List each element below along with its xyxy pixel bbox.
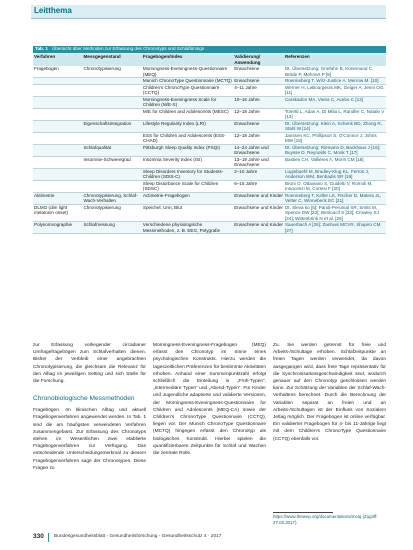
table-row [33, 192, 386, 204]
table-row [33, 156, 386, 168]
cell-validation: 14–24 Jahre und Erwachsene [233, 144, 284, 156]
table-row [33, 144, 386, 156]
cell-references: Dt. Übersetzung: Griefahn B, Künemund C, Bröde P, Mehnert P [9] [284, 66, 386, 78]
cell-subject: Chronotypisierung, Schlaf-Wach-Verhalten [82, 192, 141, 204]
body-column-3 [273, 342, 386, 443]
cell-validation: 6–15 Jahre [233, 180, 284, 192]
cell-validation: 12–18 Jahre [233, 132, 284, 144]
body-paragraph: Zu. Sie werden getrennt für freie und Arbeits-/Schultage erhoben. Schlafzeitpunkte an freien Tagen werden verwendet, da davon ausgegangen wird, dass freie Tage repräsentativ für die Synchronisationsgeschwindigkeit sind, wodurch genauer auf den Chronotyp geschlossen werden kann. Zur Schätzung der Variablen der Schlaf-Wach-Verhaltens berechnet. Durch die Berechnung der Variablen separat an freien und an Arbeits-/Schultagen ist der Einfluss von Sozialem Jetlag möglich. Der Fragebogen ist online verfügbar. Ein validierter Fragebogen für 4- bis 11-Jährige liegt mit dem Children's ChronoType Questionnaire (CCTQ) ebenfalls vor. [273, 343, 386, 442]
cell-references: Luginbuehl M, Bradley-Klug KL, Ferron J, Anderson WM, Benbadis SR [19] [284, 168, 386, 180]
section-header [31, 5, 386, 19]
cell-references: Dt. Sleva ko [5]; Pandi-Perumal SR, Smits M, Spence DW [22]; Benloucif S [23]; Crowley SJ [24]; Wittenbrink N et al. [25] [284, 204, 386, 222]
cell-method [33, 180, 82, 192]
section-label: Leitthema [34, 6, 72, 15]
table-row [33, 222, 386, 234]
table-caption-number: Tab. 1 [35, 46, 48, 51]
cell-questionnaire: ESS for Children and Adolescents (ESS-CHAD) [142, 132, 233, 144]
col-header-questionnaire: Fragebogen/Index [142, 54, 233, 66]
body-paragraph: zur Erfassung vorliegender circadianer Umfragefragebögen zum Schlafverhalten dienen. Bisher der Verbleib einer angebrachten Chronotypisierung, die gleichsam die Relevanz für den Alltag im jeweiligen Setting und sich Stelle für die Forschung. [33, 343, 146, 385]
body-column-2 [153, 342, 266, 457]
cell-method [33, 120, 82, 132]
cell-questionnaire: Lifestyle Regularity Index (LRI) [142, 120, 233, 132]
cell-validation: 13–19 Jahre und Erwachsene [233, 156, 284, 168]
cell-subject [82, 168, 141, 180]
col-header-references: Referenzen [284, 54, 386, 66]
cell-references: Roenneberg T, Wirz-Justice A, Merrow M. [10] [284, 78, 386, 85]
table-caption [33, 46, 386, 53]
cell-validation: Erwachsene und Kinder [233, 192, 284, 204]
cell-method [33, 156, 82, 168]
cell-method [33, 84, 82, 96]
table-row [33, 66, 386, 78]
footnote: https://www.thewep.org/documentations/mctq (Zugriff: 27.03.2017). [273, 514, 378, 525]
table-row [33, 168, 386, 180]
cell-subject: Eigenschaftsintegration [82, 120, 141, 132]
cell-questionnaire: Sleep Disorders Inventory for Students-Children (SDIS-C) [142, 168, 233, 180]
cell-questionnaire: Pittsburgh Sleep Quality Index (PSQI) [142, 144, 233, 156]
cell-subject [82, 132, 141, 144]
cell-references: Werner H, LeBourgeois MK, Geiger A, Jenni OG. [11] [284, 84, 385, 95]
col-header-validation: Validierung/ Anwendung [233, 54, 284, 66]
cell-subject: Chronotypisierung [82, 204, 141, 222]
cell-validation: 4–11 Jahre [233, 84, 284, 96]
page-footer [0, 531, 413, 545]
table-row [33, 120, 386, 132]
table-row [33, 108, 386, 120]
cell-subject [82, 108, 141, 120]
table-row [33, 96, 386, 108]
cell-references: Dt. Übersetzung: Klein A, Schenk BD, Zhong R, Stahl W [14] [284, 120, 386, 132]
cell-method: Aktimetrie [33, 192, 82, 204]
cell-references: Bruni O, Ottaviano S, Guidetti V, Romoli M, Innocenzi M, Cortesi F [20] [284, 180, 386, 192]
cell-references: Carskadon MA, Vieira C, Acebo C [13] [284, 96, 386, 108]
cell-references: Tonetti L, Adan A, Di Milia L, Randler C, Natale V [13] [284, 108, 385, 119]
cell-validation: 10–16 Jahre [233, 96, 284, 108]
cell-questionnaire: Verschiedene physiologische Messmethoden, z. B. EEG, Polygrafie [142, 222, 233, 234]
cell-method [33, 96, 82, 108]
cell-references: Dt. Übersetzung: Riemann D, Backhaus J [16]; Buysse D, Reynolds C, Monk T [17] [284, 144, 386, 156]
cell-subject: Insomnie-Schweregrad [82, 156, 141, 168]
cell-validation: Erwachsene und Kinder [233, 222, 284, 234]
body-column-1 [33, 342, 146, 472]
cell-references: Sauerbach A [26]; Zanhuis MCVR, Shapiro CM [27] [284, 222, 386, 234]
cell-validation: 12–18 Jahre [233, 108, 284, 120]
cell-validation: Erwachsene [233, 66, 284, 78]
table-row [33, 204, 386, 222]
table-row [33, 84, 386, 96]
cell-method [33, 132, 82, 144]
footer-divider [48, 533, 49, 542]
table-row [33, 132, 386, 144]
cell-questionnaire: Speichel, Urin, Blut [142, 204, 233, 222]
cell-method: DLMO (dim light melatonin onset) [33, 204, 82, 222]
section-heading: Chronobiologische Messmethoden [33, 395, 135, 403]
body-paragraph: Fragebögen. Im klinischen Alltag und aktuell Fragebogenverfahren angewendet werden. In Tab. 1 sind die am häufigsten verwendeten Verfahren zusammengefasst. Zur Erfassung des Chronotyps stehen im Wesentlichen zwei etablierte Fragebogenverfahren zur Verfügung. Das entscheidende Unterscheidungsmerkmal zu diesem Fragebogenverfahren sage der Chronotypen. Diese Fragen zu [33, 408, 146, 471]
cell-subject: Schlafqualität [82, 144, 141, 156]
cell-method [33, 108, 82, 120]
cell-method: Fragebogen [33, 66, 82, 78]
col-header-subject: Messgegenstand [82, 54, 141, 66]
cell-validation: Erwachsene [233, 78, 284, 85]
cell-subject [82, 96, 141, 108]
table-row [33, 180, 386, 192]
cell-subject [82, 180, 141, 192]
cell-references: Bastien CH, Vallières A, Morin CM [18] [284, 156, 386, 168]
col-header-method: Verfahren [33, 54, 82, 66]
page-number: 330 [33, 533, 44, 540]
table-header-row [33, 54, 386, 66]
cell-references: Roenneberg T, Keller LK, Fischer D, Matera JL, Vetter C, Winnebeck EC [21] [284, 192, 386, 204]
cell-subject: Chronotypisierung [82, 66, 141, 78]
cell-method: Polysomnographie [33, 222, 82, 234]
table-caption-text: Übersicht über Methoden zur Erfassung des Chronotyps und Schlaftimings [51, 46, 205, 51]
cell-validation: Erwachsene [233, 120, 284, 132]
cell-subject [82, 84, 141, 96]
cell-questionnaire: Actimetrie-Fragebogen [142, 192, 233, 204]
cell-questionnaire: Morningness-Eveningness Scale for Children (M/E-S) [142, 96, 233, 108]
cell-validation: 2–10 Jahre [233, 168, 284, 180]
cell-questionnaire: Children's ChronoType Questionnaire (CCTQ) [142, 84, 233, 96]
cell-questionnaire: Sleep Disturbance Scale for Children (SDSC) [142, 180, 233, 192]
cell-questionnaire: Insomnia Severity Index (ISI) [142, 156, 233, 168]
footnote-rule [273, 512, 333, 513]
methods-table [33, 54, 386, 234]
cell-references: Janssen KC, Phillipson S, O'Connor J, Johns MW [15] [284, 132, 386, 144]
cell-method [33, 168, 82, 180]
cell-subject: Schlafmessung [82, 222, 141, 234]
cell-validation: Erwachsene und Kinder [233, 204, 284, 222]
cell-questionnaire: M/E for Children and Adolescents (MESC) [142, 108, 233, 120]
cell-questionnaire: Morningness-Eveningness-Questionnaire (MEQ) [142, 66, 233, 78]
body-paragraph: Morningness-Eveningness-Fragebogen (MEQ) erfasst den Chronotyp im Sinne eines psychologischen Konstrukts. Hierzu werden die tageszeitlichen Präferenzen für bestimmte Aktivitäten erhoben. Anhand einer Summenpunktzahl erfolgt schließlich die Einteilung in „Früh-Typen“, „Intermediäre Typen“ und „Abend-Typen“. Für Kinder und Jugendliche adaptierte und validierte Versionen, der Morningness-Eveningness-Questionnaire for Children and Adolescents (MEQ-CA) sowie der Children's ChronoType Questionnaire (CCTQ), liegen vor. Der Munich ChronoType Questionnaire (MCTQ) hingegen erfasst den Chronotyp als biologisches Konstrukt. Hierbei spielen die quantifizierbaren Zeitpunkte für Schlaf und Wachen die zentrale Rolle. [153, 343, 266, 457]
cell-method [33, 144, 82, 156]
journal-citation: Bundesgesundheitsblatt - Gesundheitsforschung - Gesundheitsschutz 4 · 2017 [54, 534, 222, 539]
cell-questionnaire: Munich ChronoType Questionnaire (MCTQ) [142, 78, 232, 83]
